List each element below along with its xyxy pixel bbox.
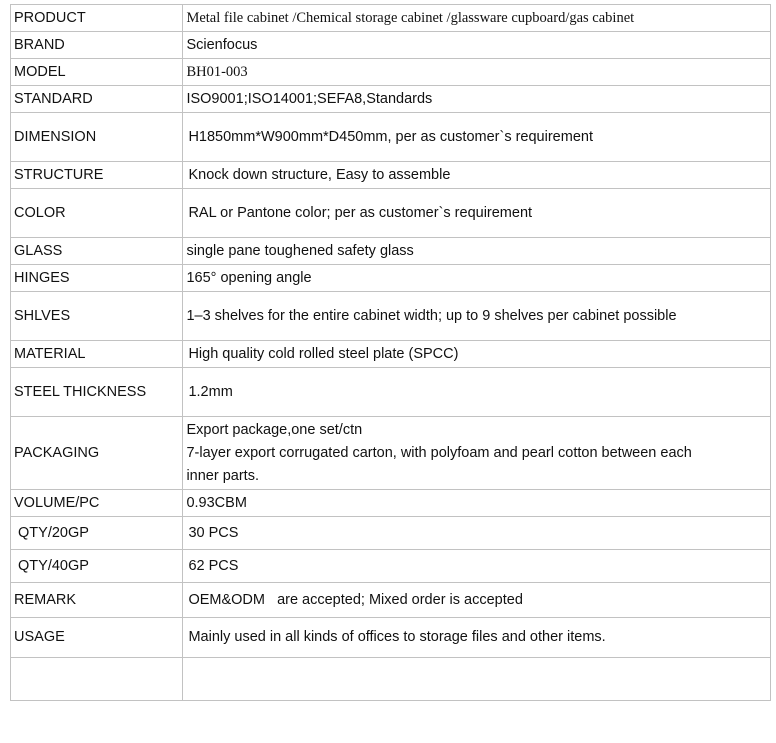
row-label-usage: USAGE [11,618,183,658]
row-label-product: PRODUCT [11,5,183,32]
packaging-line: Export package,one set/ctn [186,421,363,438]
packaging-line: 7-layer export corrugated carton, with polyfoam and pearl cotton between each [186,444,692,461]
row-value-volume: 0.93CBM [183,490,771,517]
row-value-usage: Mainly used in all kinds of offices to storage files and other items. [183,618,771,658]
row-label-qty-40gp: QTY/40GP [11,550,183,583]
row-value-steel-thickness: 1.2mm [183,368,771,417]
packaging-line: inner parts. [186,467,259,484]
table-row [11,162,771,189]
table-row [11,238,771,265]
table-row [11,368,771,417]
table-row [11,341,771,368]
row-label-volume: VOLUME/PC [11,490,183,517]
row-value-dimension: H1850mm*W900mm*D450mm, per as customer`s requirement [183,113,771,162]
row-value-standard: ISO9001;ISO14001;SEFA8,Standards [183,86,771,113]
row-label-remark: REMARK [11,583,183,618]
row-label-glass: GLASS [11,238,183,265]
row-value-brand: Scienfocus [183,32,771,59]
row-value-color: RAL or Pantone color; per as customer`s requirement [183,189,771,238]
table-row [11,189,771,238]
spec-table [10,4,771,701]
table-row [11,265,771,292]
row-label-qty-20gp: QTY/20GP [11,517,183,550]
row-label-empty [11,658,183,701]
table-row [11,583,771,618]
row-value-remark: OEM&ODM are accepted; Mixed order is accepted [183,583,771,618]
table-row [11,86,771,113]
row-label-color: COLOR [11,189,183,238]
table-row [11,417,771,490]
table-row [11,113,771,162]
table-row [11,490,771,517]
table-row [11,658,771,701]
row-label-brand: BRAND [11,32,183,59]
row-value-hinges: 165° opening angle [183,265,771,292]
row-value-qty-40gp: 62 PCS [183,550,771,583]
row-label-dimension: DIMENSION [11,113,183,162]
table-row [11,32,771,59]
table-row [11,292,771,341]
table-row [11,618,771,658]
row-label-model: MODEL [11,59,183,86]
row-label-material: MATERIAL [11,341,183,368]
row-label-hinges: HINGES [11,265,183,292]
row-value-empty [183,658,771,701]
row-value-shelves: 1–3 shelves for the entire cabinet width; up to 9 shelves per cabinet possible [183,292,771,341]
row-label-steel-thickness: STEEL THICKNESS [11,368,183,417]
table-row [11,59,771,86]
table-row [11,5,771,32]
row-value-qty-20gp: 30 PCS [183,517,771,550]
table-row [11,517,771,550]
row-value-glass: single pane toughened safety glass [183,238,771,265]
row-value-structure: Knock down structure, Easy to assemble [183,162,771,189]
row-label-packaging: PACKAGING [11,417,183,490]
row-label-standard: STANDARD [11,86,183,113]
row-label-structure: STRUCTURE [11,162,183,189]
row-value-model: BH01-003 [183,59,771,86]
row-value-packaging [183,417,771,490]
row-value-material: High quality cold rolled steel plate (SPCC) [183,341,771,368]
table-row [11,550,771,583]
row-value-product: Metal file cabinet /Chemical storage cabinet /glassware cupboard/gas cabinet [183,5,771,32]
row-label-shelves: SHLVES [11,292,183,341]
